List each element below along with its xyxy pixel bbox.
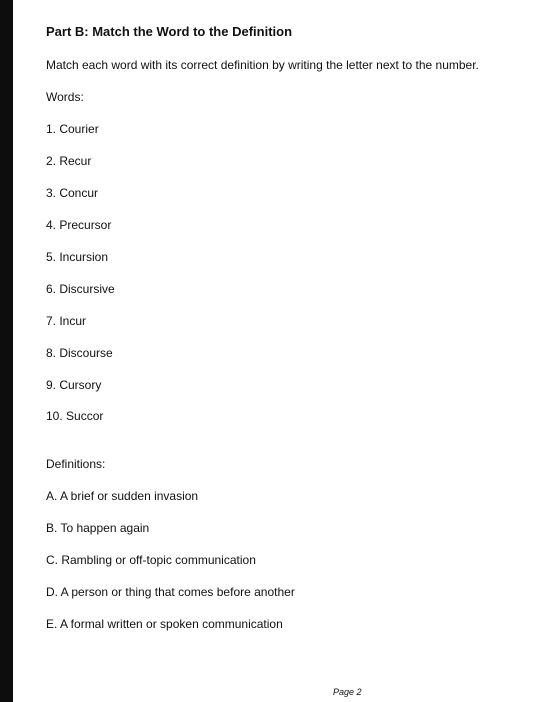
word-item-10: 10. Succor: [46, 409, 104, 423]
word-item-2: 2. Recur: [46, 154, 92, 168]
word-item-9: 9. Cursory: [46, 378, 102, 392]
word-item-1: 1. Courier: [46, 122, 99, 136]
word-item-5: 5. Incursion: [46, 250, 109, 264]
page-number: Page 2: [333, 687, 362, 697]
word-item-7: 7. Incur: [46, 314, 87, 328]
left-edge-bar: [0, 0, 13, 702]
definition-item-d: D. A person or thing that comes before another: [46, 585, 295, 599]
definition-item-e: E. A formal written or spoken communication: [46, 617, 283, 631]
word-item-4: 4. Precursor: [46, 218, 112, 232]
definitions-heading: Definitions:: [46, 457, 106, 471]
word-item-3: 3. Concur: [46, 186, 99, 200]
words-heading: Words:: [46, 90, 84, 104]
document-page: [13, 0, 549, 702]
definition-item-a: A. A brief or sudden invasion: [46, 489, 199, 503]
definition-item-c: C. Rambling or off-topic communication: [46, 553, 256, 567]
page-title: Part B: Match the Word to the Definition: [46, 24, 293, 39]
instructions-text: Match each word with its correct definition by writing the letter next to the number.: [46, 58, 479, 72]
word-item-8: 8. Discourse: [46, 346, 113, 360]
word-item-6: 6. Discursive: [46, 282, 115, 296]
definition-item-b: B. To happen again: [46, 521, 150, 535]
